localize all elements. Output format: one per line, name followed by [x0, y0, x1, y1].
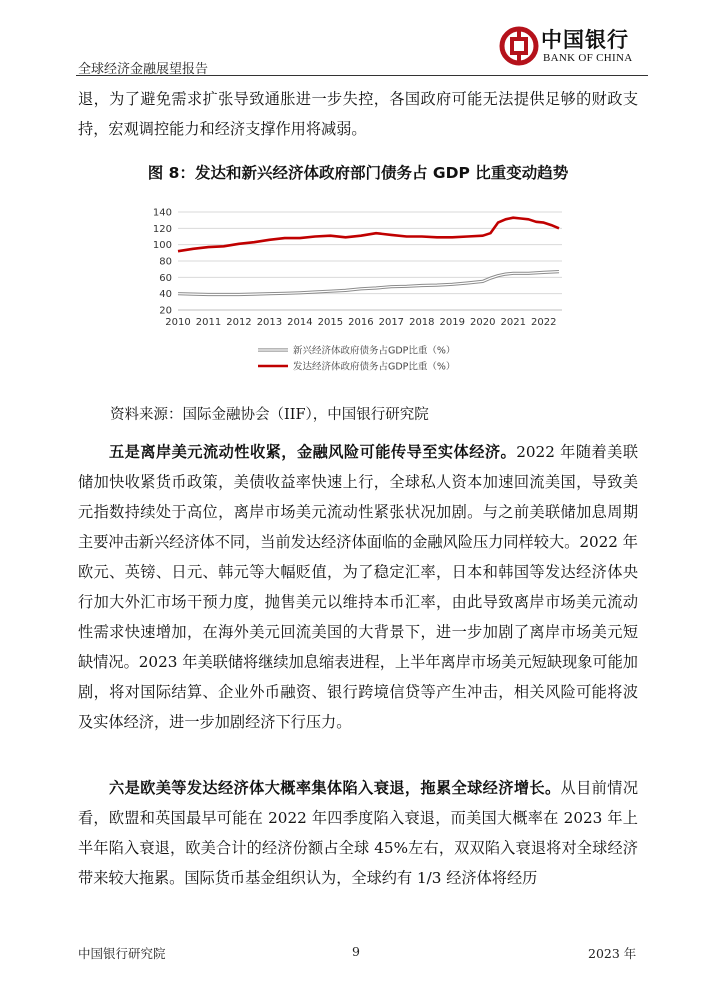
y-tick-label: 80 — [159, 256, 172, 268]
x-tick-label: 2018 — [409, 317, 435, 328]
footer-institution: 中国银行研究院 — [78, 946, 166, 961]
x-tick-label: 2015 — [317, 317, 344, 328]
y-tick-label: 40 — [159, 289, 172, 301]
y-tick-label: 140 — [152, 207, 172, 219]
x-tick-label: 2021 — [500, 317, 526, 328]
paragraph-5-body: 2022 年随着美联储加快收紧货币政策，美债收益率快速上行，全球私人资本加速回流美国，导致美元指数持续处于高位，离岸市场美元流动性紧张状况加剧。与之前美联储加息周期主要冲击新兴经济体不同，当前发达经济体面临的金融风险压力同样较大。2022 年欧元、英镑、日元、韩元等大幅贬值，为了稳定汇率，日本和韩国等发达经济体央行加大外汇市场干预力度，抛售美元以维持本币汇率，由此导致离岸市场美元流动性需求快速增加，在海外美元回流美国的大背景下，进一步加剧了离岸市场美元短缺情况。2023 年美联储将继续加息缩表进程，上半年离岸市场美元短缺现象可能加剧，将对国际结算、企业外币融资、银行跨境信贷等产生冲击，相关风险可能将波及实体经济，进一步加剧经济下行压力。 — [78, 443, 639, 731]
y-tick-label: 100 — [152, 240, 172, 252]
bank-name-english: BANK OF CHINA — [543, 52, 633, 64]
x-tick-label: 2012 — [226, 317, 252, 328]
x-tick-label: 2010 — [165, 317, 191, 328]
series-line-emerging — [178, 272, 559, 295]
page-number: 9 — [352, 944, 360, 959]
paragraph-5 — [78, 437, 638, 737]
paragraph-6-lead: 六是欧美等发达经济体大概率集体陷入衰退，拖累全球经济增长。 — [109, 779, 561, 797]
x-tick-label: 2013 — [256, 317, 283, 328]
figure-title: 图 8：发达和新兴经济体政府部门债务占 GDP 比重变动趋势 — [147, 164, 569, 182]
x-tick-label: 2014 — [287, 317, 313, 328]
report-title: 全球经济金融展望报告 — [78, 62, 209, 77]
x-tick-label: 2011 — [195, 317, 222, 328]
y-tick-label: 60 — [159, 272, 172, 284]
bank-logo — [497, 22, 647, 72]
bank-name-chinese: 中国银行 — [541, 27, 629, 52]
series-line-advanced — [178, 218, 559, 252]
legend-label: 发达经济体政府债务占GDP比重（%） — [293, 361, 456, 373]
x-tick-label: 2016 — [348, 317, 374, 328]
y-tick-label: 20 — [159, 305, 172, 317]
header-divider — [76, 75, 648, 76]
x-tick-label: 2017 — [378, 317, 405, 328]
legend-label: 新兴经济体政府债务占GDP比重（%） — [293, 345, 456, 357]
paragraph-6 — [78, 773, 638, 893]
debt-to-gdp-chart — [140, 200, 570, 380]
paragraph-continuation: 退，为了避免需求扩张导致通胀进一步失控，各国政府可能无法提供足够的财政支持，宏观调控能力和经济支撑作用将减弱。 — [78, 90, 638, 138]
figure-source: 资料来源：国际金融协会（IIF），中国银行研究院 — [110, 407, 429, 423]
bank-of-china-emblem-icon — [499, 26, 539, 66]
y-tick-label: 120 — [152, 223, 172, 235]
x-tick-label: 2022 — [530, 317, 557, 328]
x-tick-label: 2020 — [470, 317, 496, 328]
paragraph-5-lead: 五是离岸美元流动性收紧，金融风险可能传导至实体经济。 — [109, 443, 517, 461]
x-tick-label: 2019 — [439, 317, 466, 328]
paragraph-6-body: 从目前情况看，欧盟和英国最早可能在 2022 年四季度陷入衰退，而美国大概率在 2023 年上半年陷入衰退，欧美合计的经济份额占全球 45%左右，双双陷入衰退将对全球经济带来较大拖累。国际货币基金组织认为，全球约有 1/3 经济体将经历 — [78, 779, 639, 887]
footer-year: 2023 年 — [588, 946, 637, 961]
